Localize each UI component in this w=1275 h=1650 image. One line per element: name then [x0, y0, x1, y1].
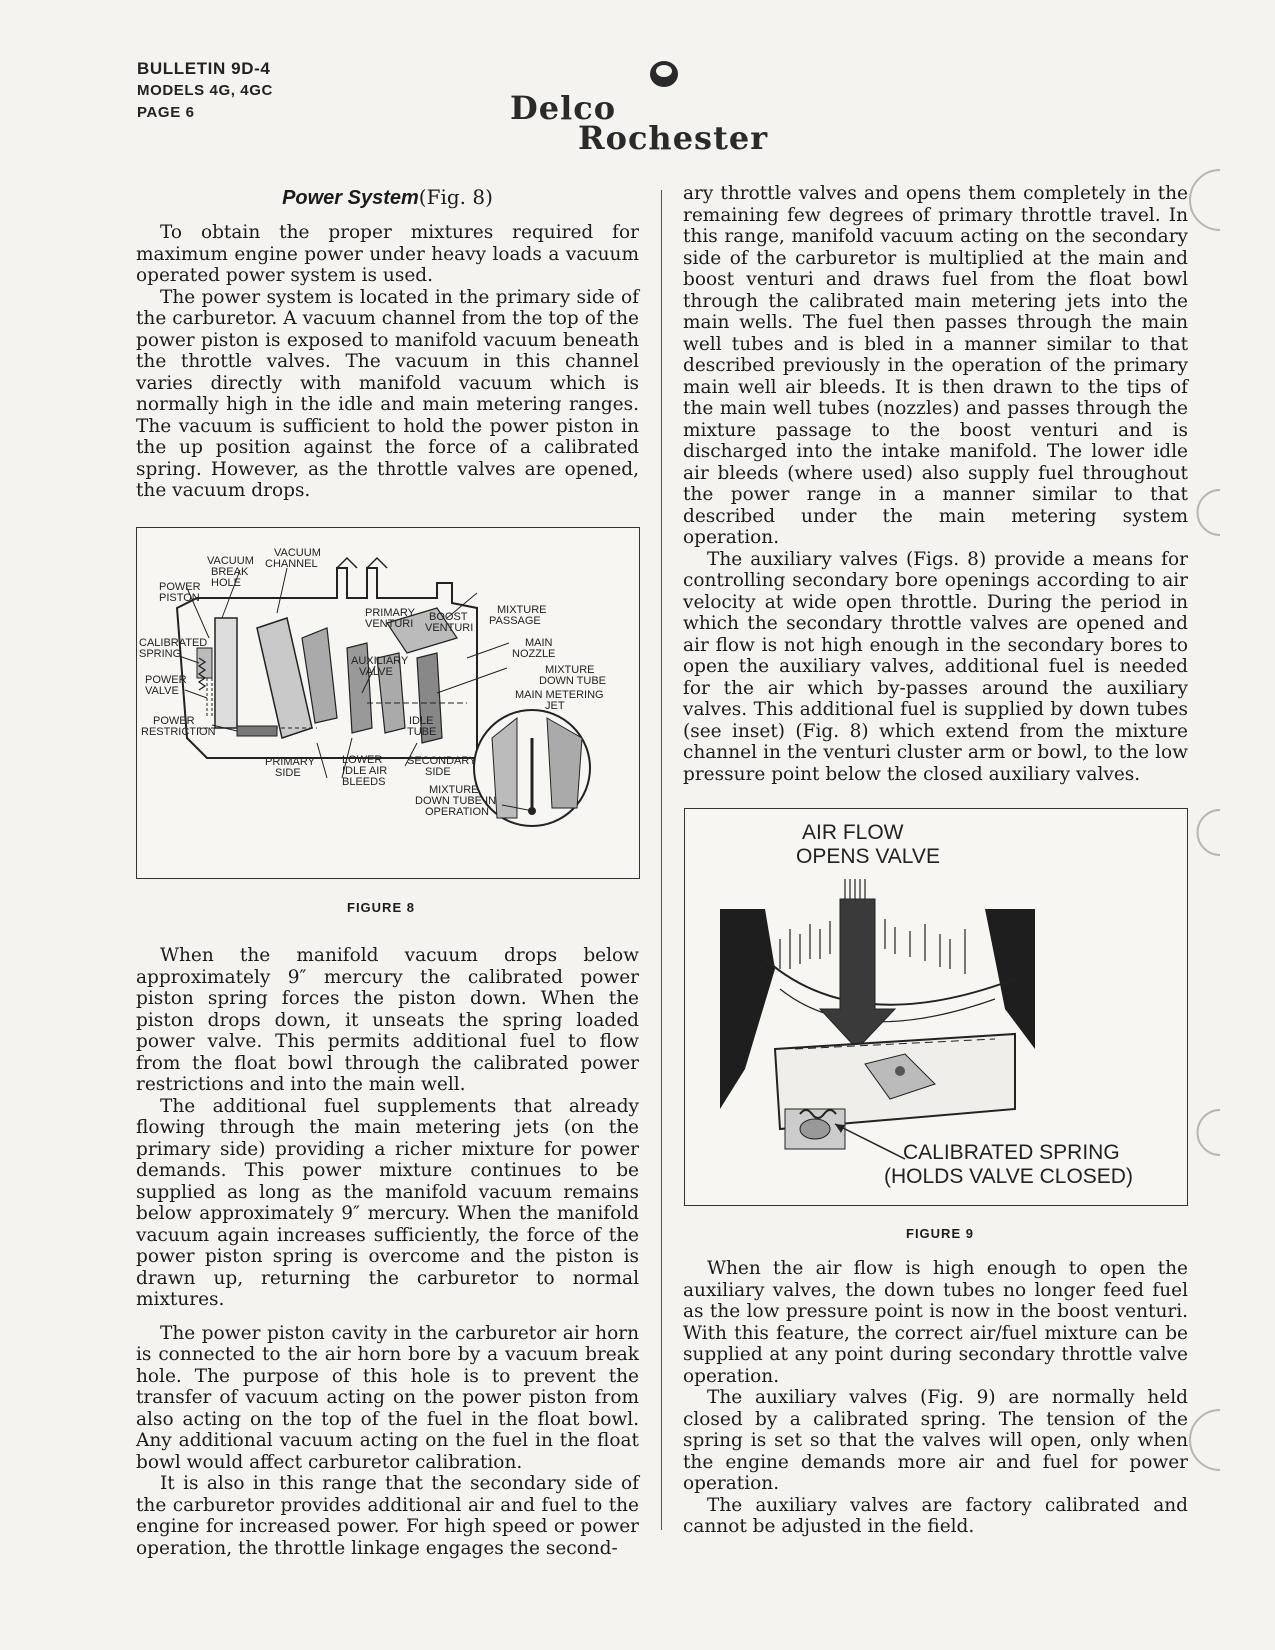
paragraph: The auxiliary valves (Fig. 9) are normally held closed by a calibrated spring. The tension of the spring is set so that the valves will open, only when the engine demands more air and fuel for power operation.	[683, 1387, 1188, 1494]
label-down-tube-operation: MIXTURE	[429, 784, 479, 796]
label-primary-side: SIDE	[275, 767, 301, 779]
label-boost-venturi: VENTURI	[425, 622, 474, 634]
logo-emblem-icon	[648, 59, 680, 89]
label-mixture-passage: MIXTURE	[497, 604, 547, 616]
left-column-top	[136, 222, 639, 502]
paragraph: The power system is located in the primary side of the carburetor. A vacuum channel from the top of the power piston is exposed to manifold vacuum beneath the throttle valves. The vacuum in this channel varies directly with manifold vacuum which is normally high in the idle and main metering ranges. The vacuum is sufficient to hold the power piston in the up position against the force of a calibrated spring. However, as the throttle valves are opened, the vacuum drops.	[136, 286, 639, 501]
paragraph: When the manifold vacuum drops below approximately 9″ mercury the calibrated power piston spring forces the piston down. When the piston drops down, it unseats the spring loaded power valve. This permits additional fuel to flow from the float bowl through the calibrated power restrictions and into the main well.	[136, 945, 639, 1095]
svg-text:(HOLDS VALVE CLOSED)	[884, 1165, 1133, 1188]
delco-rochester-logo	[510, 55, 830, 155]
figure-8-caption: FIGURE 8	[347, 900, 415, 915]
label-power-piston: POWER	[159, 581, 201, 593]
svg-text:SIDE	[275, 767, 301, 779]
label-boost-venturi: BOOST	[429, 611, 468, 623]
label-auxiliary-valve: AUXILIARY	[351, 655, 409, 667]
label-idle-tube: IDLE	[409, 715, 434, 727]
label-holds-valve-closed: (HOLDS VALVE CLOSED)	[884, 1165, 1133, 1188]
svg-text:NOZZLE	[512, 648, 555, 660]
svg-text:RESTRICTION	[141, 726, 216, 738]
label-power-valve: POWER	[145, 674, 187, 686]
label-lower-idle-air-bleeds: LOWER	[342, 754, 383, 766]
svg-text:SIDE	[425, 766, 451, 778]
svg-text:VENTURI	[365, 618, 413, 630]
label-lower-idle-air-bleeds: BLEEDS	[342, 776, 386, 788]
paragraph: To obtain the proper mixtures required for maximum engine power under heavy loads a vacuum operated power system is used.	[136, 222, 639, 286]
left-column-bottom	[136, 945, 639, 1559]
svg-text:VALVE	[359, 666, 393, 678]
label-power-piston: PISTON	[159, 592, 200, 604]
label-down-tube-operation: OPERATION	[425, 806, 489, 818]
label-opens-valve: OPENS VALVE	[796, 845, 940, 868]
label-power-restriction: RESTRICTION	[141, 726, 216, 738]
label-main-nozzle: MAIN	[525, 637, 553, 649]
paragraph: When the air flow is high enough to open the auxiliary valves, the down tubes no longer feed fuel as the low pressure point is now in the boost venturi. With this feature, the correct air/fuel mixture can be supplied at any point during secondary throttle valve operation.	[683, 1258, 1188, 1387]
paragraph: The additional fuel supplements that already flowing through the main metering jets (on the primary side) providing a richer mixture for power demands. This power mixture continues to be supplied as long as the manifold vacuum remains below approximately 9″ mercury. When the manifold vacuum again increases sufficiently, the force of the power piston spring is overcome and the piston is drawn up, returning the carburetor to normal mixtures.	[136, 1095, 639, 1310]
label-primary-venturi: VENTURI	[365, 618, 414, 630]
label-idle-tube: TUBE	[407, 726, 437, 738]
svg-text:PASSAGE	[489, 615, 541, 627]
label-calibrated-spring: SPRING	[139, 648, 182, 660]
section-title-ref: (Fig. 8)	[418, 185, 493, 209]
svg-text:VALVE	[145, 685, 179, 697]
label-lower-idle-air-bleeds: IDLE AIR	[342, 765, 388, 777]
svg-text:SPRING	[139, 648, 181, 660]
label-vacuum-channel: VACUUM	[274, 547, 321, 559]
svg-text:TUBE	[407, 726, 436, 738]
label-main-metering-jet: MAIN METERING	[515, 689, 604, 701]
models-line: MODELS 4G, 4GC	[137, 82, 273, 99]
label-vacuum-break: HOLE	[211, 577, 241, 589]
label-main-nozzle: NOZZLE	[512, 648, 556, 660]
svg-text:JET	[545, 700, 565, 712]
label-main-metering-jet: JET	[545, 700, 565, 712]
label-mixture-down-tube: DOWN TUBE	[539, 675, 607, 687]
figure-9-caption: FIGURE 9	[906, 1226, 974, 1241]
svg-text:CHANNEL	[265, 558, 318, 570]
bulletin-number: BULLETIN 9D-4	[137, 59, 271, 78]
label-down-tube-operation: DOWN TUBE IN	[415, 795, 497, 807]
paragraph: ary throttle valves and opens them completely in the remaining few degrees of primary throttle travel. In this range, manifold vacuum acting on the secondary side of the carburetor is multiplied at the main and boost venturi and draws fuel from the float bowl through the calibrated main metering jets into the main wells. The fuel then passes through the main well tubes and is bled in a manner similar to that described previously in the operation of the primary main well air bleeds. It is then drawn to the tips of the main well tubes (nozzles) and passes through the mixture passage to the boost venturi and is discharged into the intake manifold. The lower idle air bleeds (where used) also supply fuel throughout the power range in a manner similar to that described under the main metering system operation.	[683, 183, 1188, 548]
column-divider	[661, 190, 662, 1530]
svg-text:CALIBRATED SPRING	[903, 1141, 1120, 1164]
label-vacuum-break: BREAK	[211, 566, 249, 578]
bulletin-header	[137, 58, 273, 124]
label-calibrated-spring: CALIBRATED	[139, 637, 208, 649]
logo-rochester: Rochester	[578, 119, 769, 157]
paragraph: The auxiliary valves are factory calibrated and cannot be adjusted in the field.	[683, 1494, 1188, 1537]
label-vacuum-channel: CHANNEL	[265, 558, 318, 570]
svg-text:PISTON	[159, 592, 200, 604]
svg-text:DOWN TUBE	[539, 675, 606, 687]
label-mixture-down-tube: MIXTURE	[545, 664, 595, 676]
label-primary-side: PRIMARY	[265, 756, 315, 768]
logo-delco: Delco	[510, 89, 617, 127]
svg-text:OPERATION	[425, 806, 489, 818]
label-air-flow: AIR FLOW	[802, 821, 904, 844]
svg-text:OPENS VALVE	[796, 845, 940, 868]
paragraph: The power piston cavity in the carburetor air horn is connected to the air horn bore by a vacuum break hole. The purpose of this hole is to prevent the transfer of vacuum acting on the power piston from also acting on the top of the fuel in the float bowl. Any additional vacuum acting on the fuel in the float bowl would affect carburetor calibration.	[136, 1322, 639, 1473]
label-mixture-passage: PASSAGE	[489, 615, 541, 627]
label-power-valve: VALVE	[145, 685, 179, 697]
binder-holes	[1165, 0, 1275, 1650]
label-auxiliary-valve: VALVE	[359, 666, 393, 678]
section-title	[136, 185, 639, 210]
label-vacuum-break: VACUUM	[207, 555, 254, 567]
paragraph: The auxiliary valves (Figs. 8) provide a means for controlling secondary bore openings according to air velocity at wide open throttle. During the period in which the secondary throttle valves are opened and air flow is not high enough in the secondary bores to open the auxiliary valves, additional fuel is needed for the air which by-passes around the auxiliary valves. This additional fuel is supplied by down tubes (see inset) (Fig. 8) which extend from the mixture channel in the venturi cluster arm or bowl, to the low pressure point below the closed auxiliary valves.	[683, 548, 1188, 785]
label-calibrated-spring-big: CALIBRATED SPRING	[903, 1141, 1120, 1164]
right-column-bottom	[683, 1258, 1188, 1538]
page-number: PAGE 6	[137, 104, 195, 121]
label-primary-venturi: PRIMARY	[365, 607, 415, 619]
label-secondary-side: SIDE	[425, 766, 451, 778]
auxiliary-valve-diagram	[685, 809, 1187, 1205]
paragraph: It is also in this range that the secondary side of the carburetor provides additional air and fuel to the engine for increased power. For high speed or power operation, the throttle linkage engages the second-	[136, 1473, 639, 1559]
carburetor-power-system-diagram	[137, 528, 639, 878]
label-power-restriction: POWER	[153, 715, 195, 727]
svg-text:VENTURI	[425, 622, 473, 634]
svg-text:AIR FLOW	[802, 821, 904, 844]
label-secondary-side: SECONDARY	[407, 755, 477, 767]
right-column-top	[683, 183, 1188, 785]
figure-9	[684, 808, 1188, 1206]
figure-8	[136, 527, 640, 879]
section-title-text: Power System	[282, 187, 419, 209]
svg-text:HOLE	[211, 577, 241, 589]
svg-text:BLEEDS	[342, 776, 385, 788]
